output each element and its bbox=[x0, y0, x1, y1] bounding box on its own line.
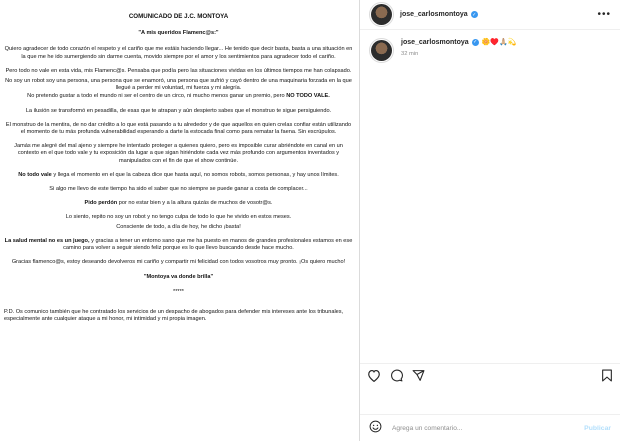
paragraph-11: Lo siento, repito no soy un robot y no tengo culpa de todo lo que he vivido en estos meses. bbox=[65, 214, 292, 221]
comment-input[interactable] bbox=[390, 424, 584, 433]
statement-document bbox=[4, 13, 353, 330]
more-options-icon[interactable]: ••• bbox=[597, 9, 611, 20]
post-sidebar bbox=[360, 0, 620, 441]
comment-bar bbox=[360, 414, 620, 442]
paragraph-4: No pretendo gustar a todo el mundo ni ser el centro de un circo, ni mucho menos ganar un premio, pero NO TODO VALE. bbox=[27, 93, 330, 100]
verified-icon: ✓ bbox=[473, 39, 478, 45]
document-stars: ***** bbox=[173, 288, 184, 295]
paragraph-12: Consciente de todo, a día de hoy, he dicho ¡basta! bbox=[116, 223, 241, 230]
save-bookmark-icon[interactable] bbox=[601, 369, 613, 382]
paragraph-2: Pero todo no vale en esta vida, mis Flamenc@s. Pensaba que podía pero las situaciones vividas en los últimos tiempos me han colapsado. bbox=[5, 67, 352, 74]
header-avatar[interactable] bbox=[369, 2, 394, 27]
caption-avatar[interactable] bbox=[369, 38, 394, 63]
paragraph-9: Si algo me llevo de este tiempo ha sido el saber que no siempre se puede ganar a costa de complacer... bbox=[49, 186, 308, 193]
paragraph-13: La salud mental no es un juego, y gracias a tener un entorno sano que me ha puesto en manos de grandes profesionales estamos en ese camino para volver a seguir siendo feliz porque es lo que llevo buscando desde hace mucho. bbox=[4, 237, 353, 252]
action-bar bbox=[360, 363, 620, 386]
paragraph-10: Pido perdón por no estar bien y a la altura quizás de muchos de vosotr@s. bbox=[84, 200, 273, 207]
emoji-icon[interactable] bbox=[369, 420, 382, 438]
paragraph-5: La ilusión se transformó en pesadilla, de esas que te atrapan y aún despierto sabes que el monstruo te sigue persiguiendo. bbox=[25, 107, 332, 114]
document-title: COMUNICADO DE J.C. MONTOYA bbox=[128, 13, 229, 20]
publish-button[interactable]: Publicar bbox=[584, 425, 611, 432]
caption-username[interactable]: jose_carlosmontoya bbox=[401, 38, 469, 46]
like-heart-icon[interactable] bbox=[367, 369, 381, 382]
paragraph-6: El monstruo de la mentira, de no dar crédito a lo que está pasando a tu alrededor y de que aquellos en quien crelas confiar están utilizando el momento de tu más profunda vulnerabilidad esperando a darte la estocada final como para rematar la faena. Sin escrúpulos. bbox=[5, 121, 352, 136]
avatar bbox=[371, 4, 392, 25]
paragraph-3: No soy un robot soy una persona, una persona que se enamoró, una persona que sufrió y cayó dentro de una maquinaria forzada en la que llegué a perder mi voluntad, mi fuerza y mi alegría. bbox=[5, 78, 352, 92]
caption bbox=[360, 30, 620, 71]
document-greeting: "A mis queridos Flamenc@s:" bbox=[138, 30, 219, 37]
paragraph-1: Quiero agradecer de todo corazón el respeto y el cariño que me estáis haciendo llegar... He tenido que decir basta, basta a una situación en la que me he ido sumergiendo sin darme cuenta, movido siempre por el amor y los sentimientos para agradecer todo el cariño. bbox=[4, 46, 353, 60]
paragraph-14: Gracias flamenco@s, estoy deseando devolveros mi cariño y compartir mi felicidad con todos vosotros muy pronto. ¡Os quiero mucho! bbox=[11, 259, 346, 266]
caption-line bbox=[401, 38, 517, 46]
avatar bbox=[371, 40, 392, 61]
paragraph-7: Jamás me alegré del mal ajeno y siempre he intentado proteger a quienes quiero, pero es imposible curar abriéndote en canal en un contexto en el que todo vale y tu exposición da lugar a que sigan hiriéndote cada vez más profundo con argumentos inventados y manipulados con el fin de que el show continúe. bbox=[14, 143, 343, 164]
post-header bbox=[360, 0, 620, 30]
caption-time[interactable]: 32 min bbox=[401, 51, 419, 57]
caption-body bbox=[401, 38, 517, 63]
comment-icon[interactable] bbox=[390, 369, 403, 382]
share-icon[interactable] bbox=[412, 369, 425, 382]
header-username[interactable]: jose_carlosmontoya bbox=[400, 11, 468, 18]
caption-text: 🌼♥️🙏🏼💫 bbox=[481, 39, 517, 46]
verified-icon: ✓ bbox=[472, 11, 477, 18]
document-postscript: P.D. Os comunico también que he contratado los servicios de un despacho de abogados para defender mis intereses ante los tribunales, especialmente ante cualquier ataque a mi honor, mi intimidad y mi propia imagen. bbox=[4, 308, 344, 323]
paragraph-8: No todo vale y llega el momento en el que la cabeza dice que hasta aquí, no somos robots, somos personas, y hay unos límites. bbox=[18, 171, 339, 178]
document-motto: "Montoya va donde brilla" bbox=[143, 274, 214, 281]
